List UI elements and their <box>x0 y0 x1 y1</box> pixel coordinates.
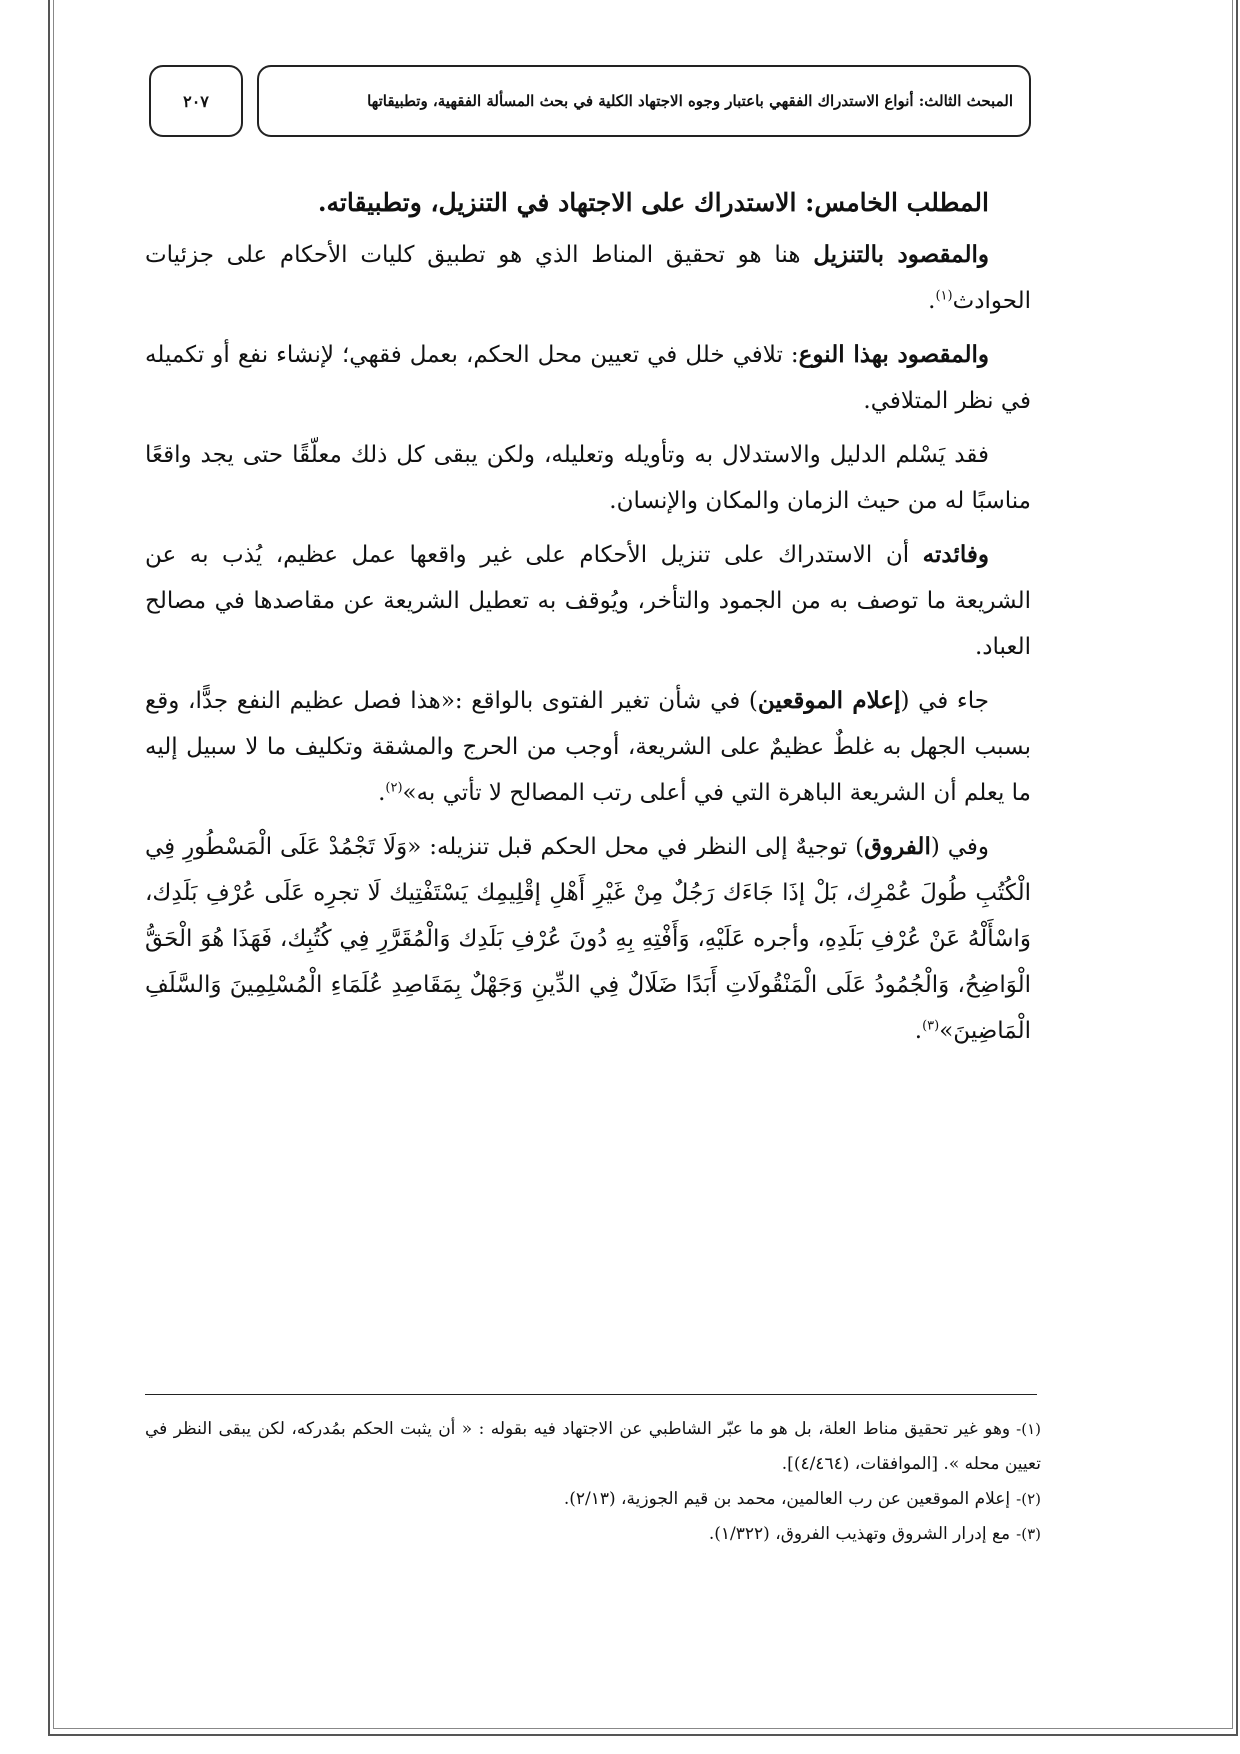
footnote-number: (٣)- <box>1016 1525 1041 1543</box>
paragraph-text: جاء في ( <box>900 688 989 714</box>
bold-term: وفائدته <box>922 541 989 568</box>
paragraph-benefit <box>145 532 1031 670</box>
punctuation: . <box>378 780 386 806</box>
main-content <box>145 180 1031 1062</box>
page-number: ٢٠٧ <box>183 91 209 111</box>
paragraph-text: : تلافي خلل في تعيين محل الحكم، بعمل فقهي؛ لإنشاء نفع أو تكميله في نظر المتلافي. <box>145 342 1031 414</box>
footnote-ref-1[interactable]: (١) <box>935 288 953 304</box>
page-number-box <box>149 65 243 137</box>
footnote-2 <box>145 1482 1041 1517</box>
punctuation: . <box>914 1018 923 1044</box>
footnote-text: وهو غير تحقيق مناط العلة، بل هو ما عبّر الشاطبي عن الاجتهاد فيه بقوله : « أن يثبت الحكم بمُدركه، لكن يبقى النظر في تعيين محله ». [الموافقات، (٤/٤٦٤)]. <box>145 1419 1041 1474</box>
bold-term: والمقصود بهذا النوع <box>798 341 989 368</box>
bold-term: والمقصود بالتنزيل <box>813 241 989 268</box>
footnote-ref-3[interactable]: (٣) <box>922 1018 940 1034</box>
running-header-title: المبحث الثالث: أنواع الاستدراك الفقهي باعتبار وجوه الاجتهاد الكلية في بحث المسألة الفقهية، وتطبيقاتها <box>367 92 1013 110</box>
paragraph-text: ) في شأن تغير الفتوى بالواقع :«هذا فصل عظيم النفع جدًّا، وقع بسبب الجهل به غلطٌ عظيمٌ على الشريعة، أوجب من الحرج والمشقة وتكليف ما لا سبيل إليه ما يعلم أن الشريعة الباهرة التي في أعلى رتب المصالح لا تأتي به» <box>145 688 1031 806</box>
footnote-3 <box>145 1517 1041 1552</box>
footnote-text: مع إدرار الشروق وتهذيب الفروق، (١/٣٢٢). <box>708 1524 1011 1544</box>
footnote-number: (١)- <box>1016 1420 1041 1438</box>
paragraph-tanzil-definition <box>145 232 1031 324</box>
paragraph-evidence: فقد يَسْلم الدليل والاستدلال به وتأويله وتعليله، ولكن يبقى كل ذلك معلّقًا حتى يجد واقعًا مناسبًا له من حيث الزمان والمكان والإنسان. <box>145 442 1031 514</box>
paragraph-text: ) توجيهٌ إلى النظر في محل الحكم قبل تنزيله: «وَلَا تَجْمُدْ عَلَى الْمَسْطُورِ فِي الْكُتُبِ طُولَ عُمْرِك، بَلْ إذَا جَاءَك رَجُلٌ مِنْ غَيْرِ أَهْلِ إقْلِيمِك يَسْتَفْتِيك لَا تجرِه عَلَى عُرْفِ بَلَدِك، وَاسْأَلْهُ عَنْ عُرْفِ بَلَدِهِ، وأجره عَلَيْهِ، وَأَفْتِهِ بِهِ دُونَ عُرْفِ بَلَدِك وَالْمُقَرَّرِ فِي كُتُبِك، فَهَذَا هُوَ الْحَقُّ الْوَاضِحُ، وَالْجُمُودُ عَلَى الْمَنْقُولَاتِ أَبَدًا ضَلَالٌ فِي الدِّينِ وَجَهْلٌ بِمَقَاصِدِ عُلَمَاءِ الْمُسْلِمِينَ وَالسَّلَفِ الْمَاضِينَ» <box>145 834 1031 1044</box>
punctuation: . <box>928 288 936 314</box>
paragraph-text: هنا هو تحقيق المناط الذي هو تطبيق كليات الأحكام على جزئيات الحوادث <box>145 242 1031 314</box>
footnote-number: (٢)- <box>1016 1490 1041 1508</box>
paragraph-furuq-quote <box>145 824 1031 1054</box>
running-header <box>257 65 1031 137</box>
bold-book-title: إعلام الموقعين <box>757 687 901 714</box>
paragraph-text: وفي ( <box>930 834 989 860</box>
footnotes <box>145 1412 1041 1552</box>
paragraph-type-definition <box>145 332 1031 424</box>
paragraph-text: أن الاستدراك على تنزيل الأحكام على غير واقعها عمل عظيم، يُذب به عن الشريعة ما توصف به من الجمود والتأخر، ويُوقف به تعطيل الشريعة عن مقاصدها في مصالح العباد. <box>145 542 1031 660</box>
footnote-text: إعلام الموقعين عن رب العالمين، محمد بن قيم الجوزية، (٢/١٣). <box>563 1489 1011 1509</box>
footnote-ref-2[interactable]: (٢) <box>385 780 403 796</box>
footnote-separator <box>145 1394 1037 1395</box>
footnote-1 <box>145 1412 1041 1482</box>
section-title: المطلب الخامس: الاستدراك على الاجتهاد في التنزيل، وتطبيقاته. <box>317 188 989 217</box>
bold-book-title: الفروق <box>864 833 931 860</box>
paragraph-ilam-quote <box>145 678 1031 816</box>
